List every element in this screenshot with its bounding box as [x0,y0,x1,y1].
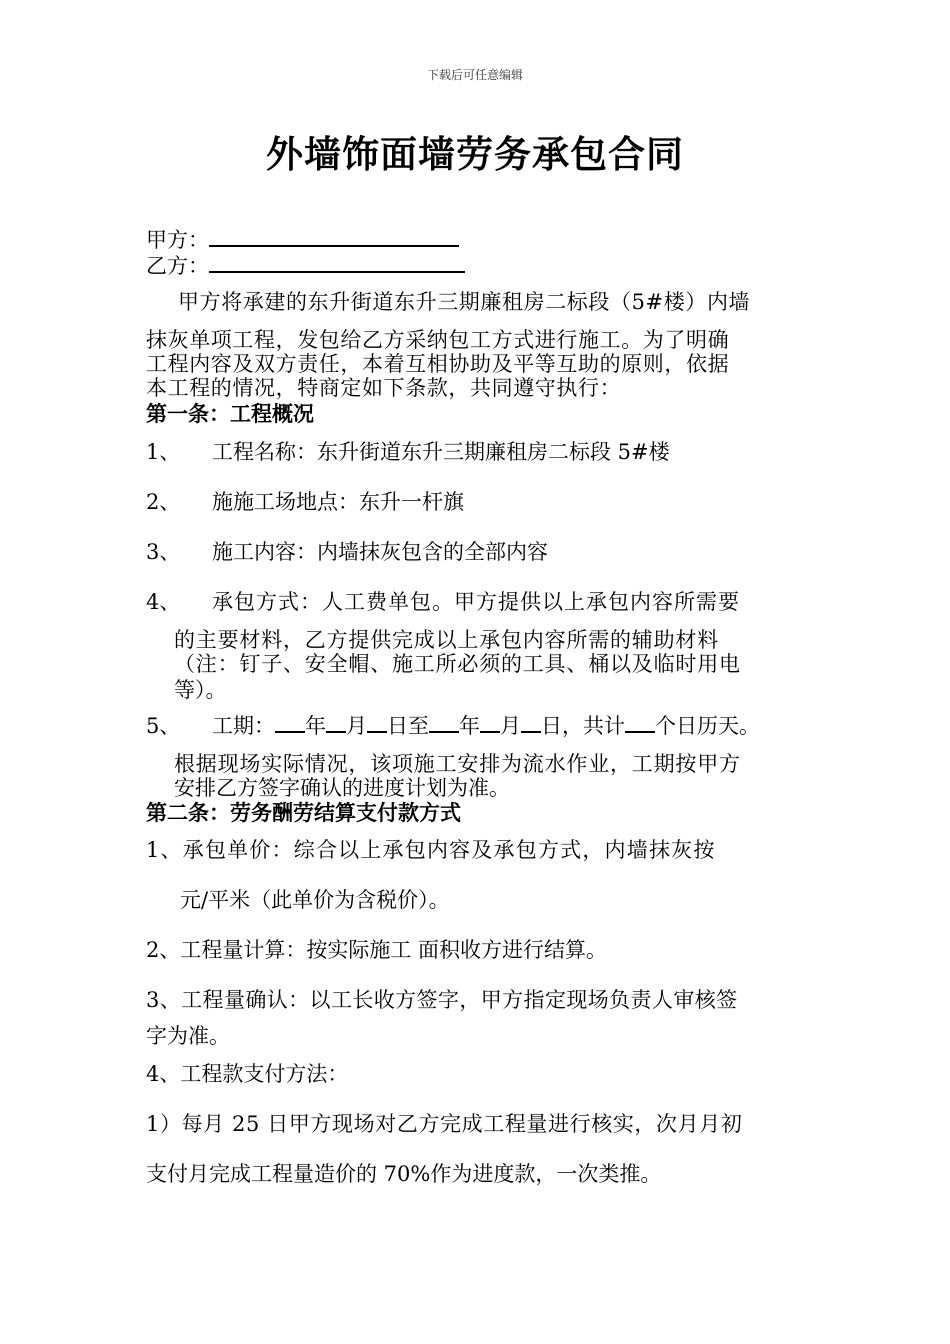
item-text: 工程名称：东升街道东升三期廉租房二标段 5#楼 [212,440,670,464]
item-text: 承包方式：人工费单包。甲方提供以上承包内容所需要 [212,590,740,614]
article-1-item-5 [146,710,760,740]
day-total-label: 日，共计 [541,714,625,738]
year-label: 年 [459,714,480,738]
article-2-p5-line-1: 1）每月 25 日甲方现场对乙方完成工程量进行核实，次月月初 [146,1112,743,1136]
start-day-blank[interactable] [367,713,387,733]
header-note: 下载后可任意编辑 [426,68,523,82]
item-text: 施工内容：内墙抹灰包含的全部内容 [212,540,548,564]
party-b-line [146,250,465,280]
article-2-p5-line-2: 支付月完成工程量造价的 70%作为进度款，一次类推。 [146,1162,662,1186]
item-5-cont-2: 安排乙方签字确认的进度计划为准。 [174,776,510,800]
item-number: 4、 [146,590,181,614]
item-text: 施施工场地点：东升一杆旗 [212,490,464,514]
party-a-blank[interactable] [209,225,459,247]
party-b-label: 乙方： [146,254,209,278]
end-year-blank[interactable] [429,713,459,733]
total-days-blank[interactable] [625,713,655,733]
item-number: 3、 [146,540,181,564]
item-4-cont-2: （注：钉子、安全帽、施工所必须的工具、桶以及临时用电 [174,652,741,676]
year-label: 年 [305,714,326,738]
party-a-label: 甲方： [146,228,209,252]
article-1-item-3 [146,536,548,566]
item-4-cont-1: 的主要材料，乙方提供完成以上承包内容所需的辅助材料 [174,628,719,652]
article-1-item-4 [146,586,740,616]
article-2-p2: 2、工程量计算：按实际施工 面积收方进行结算。 [146,938,608,962]
article-2-p1-line-2: 元/平米（此单价为含税价）。 [180,888,450,912]
item-number: 2、 [146,490,181,514]
month-label: 月 [500,714,521,738]
duration-label: 工期： [212,714,275,738]
item-4-cont-3: 等）。 [174,678,227,702]
article-1-item-1 [146,436,670,466]
item-number: 1、 [146,440,181,464]
article-2-heading: 第二条：劳务酬劳结算支付款方式 [146,800,461,825]
day-to-label: 日至 [387,714,429,738]
intro-line-1: 甲方将承建的东升街道东升三期廉租房二标段（5#楼）内墙 [178,290,751,314]
intro-line-2: 抹灰单项工程，发包给乙方采纳包工方式进行施工。为了明确 [146,328,730,352]
start-year-blank[interactable] [275,713,305,733]
article-1-item-2 [146,486,464,516]
article-1-heading: 第一条：工程概况 [146,401,314,426]
intro-line-3: 工程内容及双方责任，本着互相协助及平等互助的原则，依据 [146,352,730,376]
intro-line-4: 本工程的情况，特商定如下条款，共同遵守执行： [146,376,622,400]
start-month-blank[interactable] [326,713,346,733]
article-2-p1-line-1: 1、承包单价：综合以上承包内容及承包方式，内墙抹灰按 [146,838,716,862]
item-5-cont-1: 根据现场实际情况，该项施工安排为流水作业，工期按甲方 [174,752,741,776]
article-2-p3-line-1: 3、工程量确认：以工长收方签字，甲方指定现场负责人审核签 [146,988,738,1012]
end-day-blank[interactable] [521,713,541,733]
document-title: 外墙饰面墙劳务承包合同 [266,132,684,176]
article-2-p3-line-2: 字为准。 [146,1024,230,1048]
end-month-blank[interactable] [480,713,500,733]
month-label: 月 [346,714,367,738]
calendar-days-label: 个日历天。 [655,714,760,738]
party-b-blank[interactable] [209,251,465,273]
item-number: 5、 [146,714,181,738]
article-2-p4: 4、工程款支付方法： [146,1062,349,1086]
